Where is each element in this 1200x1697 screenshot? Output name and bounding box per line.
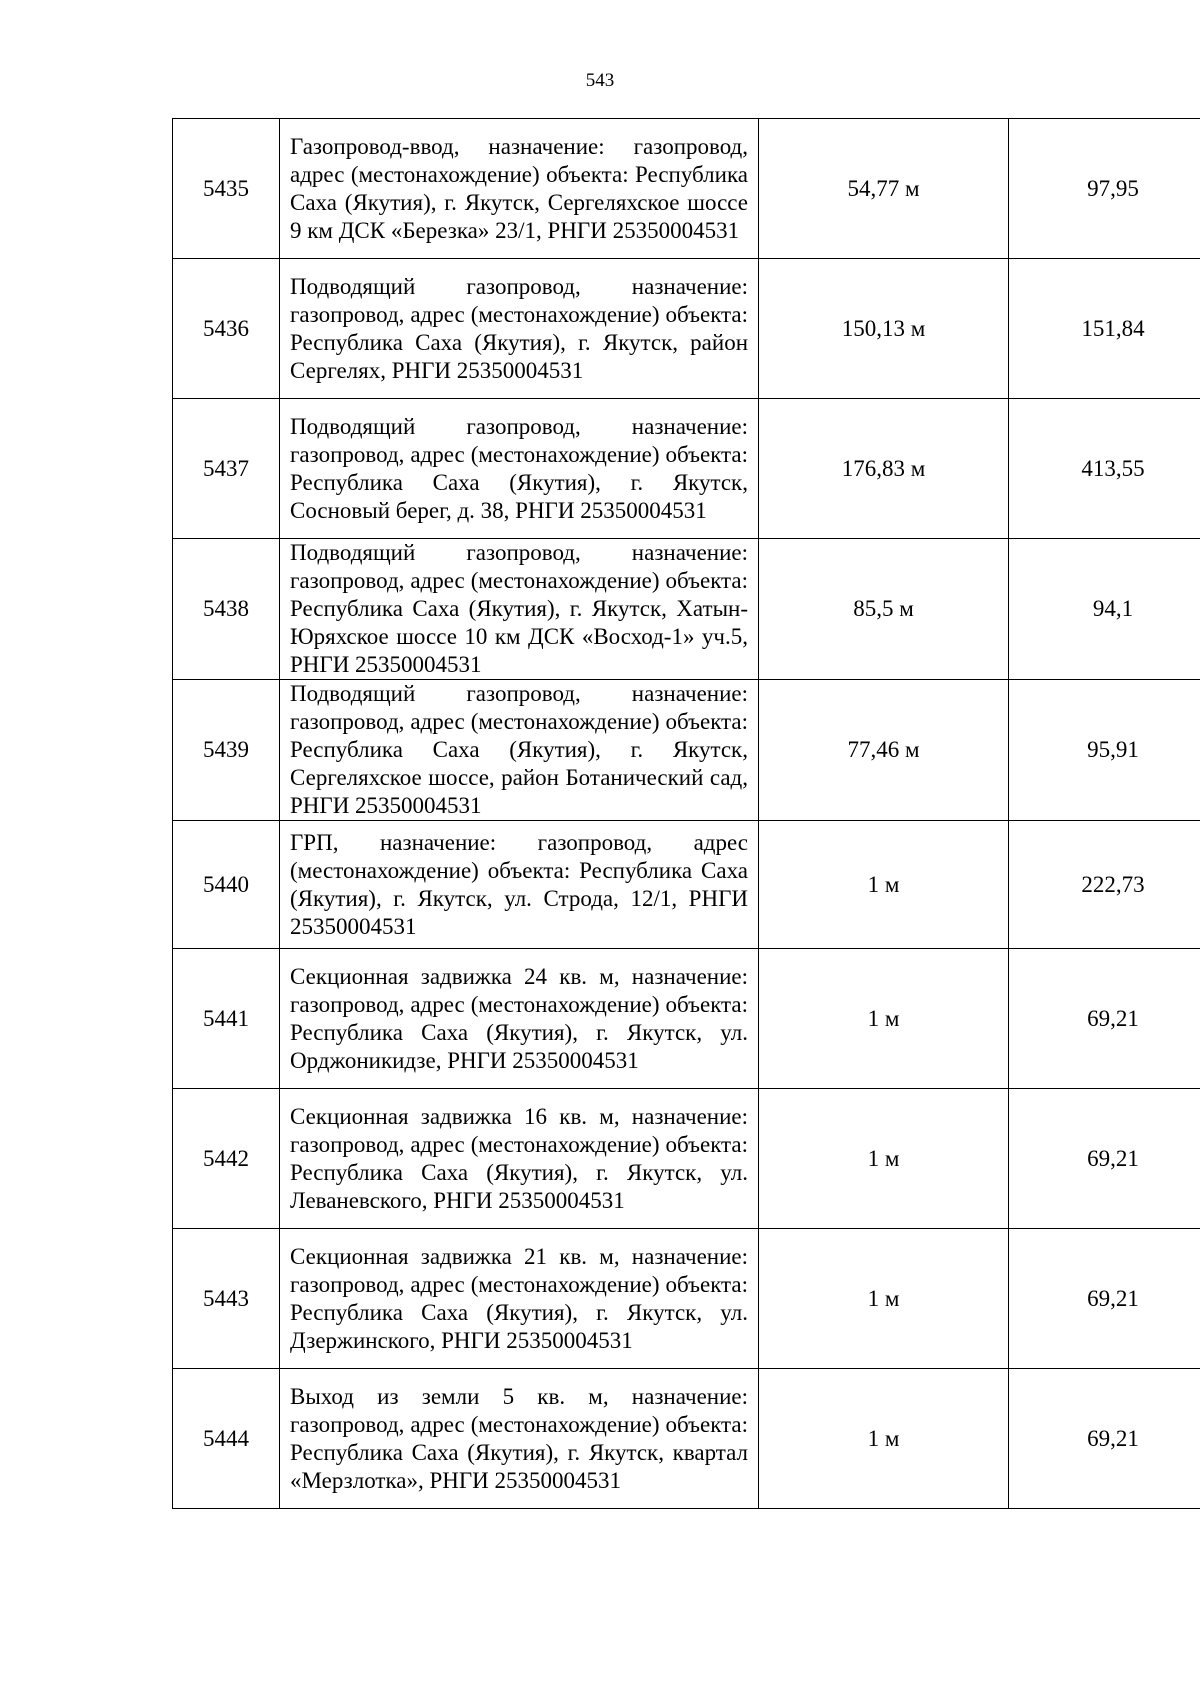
row-number: 5443 — [173, 1229, 280, 1369]
object-description: Подводящий газопровод, назначение: газопровод, адрес (местонахождение) объекта: Республика Саха (Якутия), г. Якутск, район Сергелях, РНГИ 25350004531 — [280, 259, 759, 399]
registry-table — [172, 118, 1200, 1509]
object-value: 222,73 — [1009, 821, 1200, 949]
object-length: 1 м — [759, 821, 1009, 949]
object-value: 413,55 — [1009, 399, 1200, 539]
row-number: 5442 — [173, 1089, 280, 1229]
row-number: 5440 — [173, 821, 280, 949]
object-value: 151,84 — [1009, 259, 1200, 399]
object-description: Газопровод-ввод, назначение: газопровод, адрес (местонахождение) объекта: Республика Саха (Якутия), г. Якутск, Сергеляхское шоссе 9 км ДСК «Березка» 23/1, РНГИ 25350004531 — [280, 119, 759, 259]
row-number: 5438 — [173, 539, 280, 680]
row-number: 5441 — [173, 949, 280, 1089]
page-number: 543 — [585, 70, 615, 91]
object-description: Выход из земли 5 кв. м, назначение: газопровод, адрес (местонахождение) объекта: Республика Саха (Якутия), г. Якутск, квартал «Мерзлотка», РНГИ 25350004531 — [280, 1369, 759, 1509]
object-description: Секционная задвижка 21 кв. м, назначение: газопровод, адрес (местонахождение) объекта: Республика Саха (Якутия), г. Якутск, ул. Дзержинского, РНГИ 25350004531 — [280, 1229, 759, 1369]
object-description: Секционная задвижка 16 кв. м, назначение: газопровод, адрес (местонахождение) объекта: Республика Саха (Якутия), г. Якутск, ул. Леваневского, РНГИ 25350004531 — [280, 1089, 759, 1229]
table-row — [173, 949, 1200, 1089]
object-value: 69,21 — [1009, 949, 1200, 1089]
row-number: 5436 — [173, 259, 280, 399]
object-length: 85,5 м — [759, 539, 1009, 680]
row-number: 5435 — [173, 119, 280, 259]
object-description: Подводящий газопровод, назначение: газопровод, адрес (местонахождение) объекта: Республика Саха (Якутия), г. Якутск, Хатын-Юряхское шоссе 10 км ДСК «Восход-1» уч.5, РНГИ 25350004531 — [280, 539, 759, 680]
object-description: Подводящий газопровод, назначение: газопровод, адрес (местонахождение) объекта: Республика Саха (Якутия), г. Якутск, Сосновый берег, д. 38, РНГИ 25350004531 — [280, 399, 759, 539]
object-value: 69,21 — [1009, 1369, 1200, 1509]
object-length: 1 м — [759, 1229, 1009, 1369]
table-row — [173, 680, 1200, 821]
table-row — [173, 259, 1200, 399]
object-length: 1 м — [759, 949, 1009, 1089]
object-length: 54,77 м — [759, 119, 1009, 259]
table-row — [173, 539, 1200, 680]
object-length: 150,13 м — [759, 259, 1009, 399]
row-number: 5444 — [173, 1369, 280, 1509]
object-value: 95,91 — [1009, 680, 1200, 821]
object-description: Секционная задвижка 24 кв. м, назначение: газопровод, адрес (местонахождение) объекта: Республика Саха (Якутия), г. Якутск, ул. Орджоникидзе, РНГИ 25350004531 — [280, 949, 759, 1089]
table-row — [173, 399, 1200, 539]
object-value: 69,21 — [1009, 1229, 1200, 1369]
object-length: 1 м — [759, 1089, 1009, 1229]
object-length: 176,83 м — [759, 399, 1009, 539]
table-row — [173, 119, 1200, 259]
table-row — [173, 1089, 1200, 1229]
object-value: 94,1 — [1009, 539, 1200, 680]
object-description: ГРП, назначение: газопровод, адрес (местонахождение) объекта: Республика Саха (Якутия), г. Якутск, ул. Строда, 12/1, РНГИ 25350004531 — [280, 821, 759, 949]
table-row — [173, 1369, 1200, 1509]
object-length: 1 м — [759, 1369, 1009, 1509]
row-number: 5437 — [173, 399, 280, 539]
object-length: 77,46 м — [759, 680, 1009, 821]
object-value: 69,21 — [1009, 1089, 1200, 1229]
table-row — [173, 1229, 1200, 1369]
row-number: 5439 — [173, 680, 280, 821]
object-value: 97,95 — [1009, 119, 1200, 259]
table-row — [173, 821, 1200, 949]
object-description: Подводящий газопровод, назначение: газопровод, адрес (местонахождение) объекта: Республика Саха (Якутия), г. Якутск, Сергеляхское шоссе, район Ботанический сад, РНГИ 25350004531 — [280, 680, 759, 821]
